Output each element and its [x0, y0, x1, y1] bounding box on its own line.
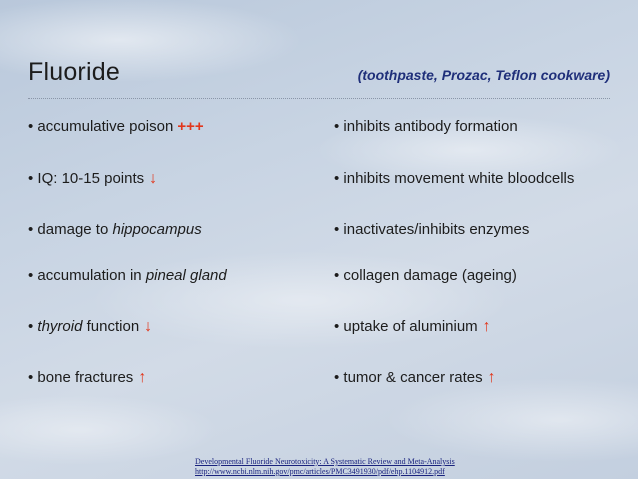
plus-marker: +++	[177, 118, 204, 135]
up-arrow-icon: ↑	[487, 369, 496, 386]
bullet-accumulative-poison	[28, 118, 204, 135]
bullet-text: • inhibits antibody formation	[334, 118, 518, 135]
up-arrow-icon: ↑	[138, 369, 147, 386]
title-divider	[28, 98, 610, 99]
bullet-text: • uptake of aluminium	[334, 318, 478, 335]
bullet-suffix-text: function	[82, 318, 140, 335]
up-arrow-icon: ↑	[482, 318, 491, 335]
down-arrow-icon: ↓	[149, 170, 158, 187]
bullet-thyroid	[28, 318, 152, 336]
bullet-text: • damage to	[28, 221, 113, 238]
bullet-text: • IQ: 10-15 points	[28, 170, 145, 187]
bullet-bone-fractures	[28, 369, 146, 387]
bullet-cancer-rates	[334, 369, 496, 387]
bullet-pineal-gland	[28, 267, 227, 284]
bullet-aluminium	[334, 318, 491, 336]
citation-url-link[interactable]: http://www.ncbi.nlm.nih.gov/pmc/articles/PMC3491930/pdf/ehp.1104912.pdf	[195, 467, 445, 476]
slide-subtitle: (toothpaste, Prozac, Teflon cookware)	[357, 67, 610, 83]
bullet-text: •	[28, 318, 38, 335]
bullet-italic-text: thyroid	[37, 318, 83, 335]
bullet-text: • accumulation in	[28, 267, 146, 284]
bullet-collagen	[334, 267, 517, 284]
bullet-hippocampus	[28, 221, 202, 238]
bullet-text: • accumulative poison	[28, 118, 174, 135]
bullet-iq	[28, 170, 157, 188]
citation-title-link[interactable]: Developmental Fluoride Neurotoxicity: A Systematic Review and Meta-Analysis	[195, 457, 455, 466]
citation	[195, 457, 455, 477]
bullet-text: • collagen damage (ageing)	[334, 267, 517, 284]
bullet-text: • tumor & cancer rates	[334, 369, 483, 386]
bullet-italic-text: pineal gland	[145, 267, 227, 284]
bullet-italic-text: hippocampus	[112, 221, 202, 238]
slide-title: Fluoride	[28, 58, 120, 86]
bullet-antibody-formation	[334, 118, 518, 135]
bullet-text: • inhibits movement white bloodcells	[334, 170, 575, 187]
down-arrow-icon: ↓	[144, 318, 153, 335]
bullet-white-bloodcells	[334, 170, 574, 187]
bullet-enzymes	[334, 221, 529, 238]
bullet-text: • bone fractures	[28, 369, 134, 386]
bullet-text: • inactivates/inhibits enzymes	[334, 221, 530, 238]
